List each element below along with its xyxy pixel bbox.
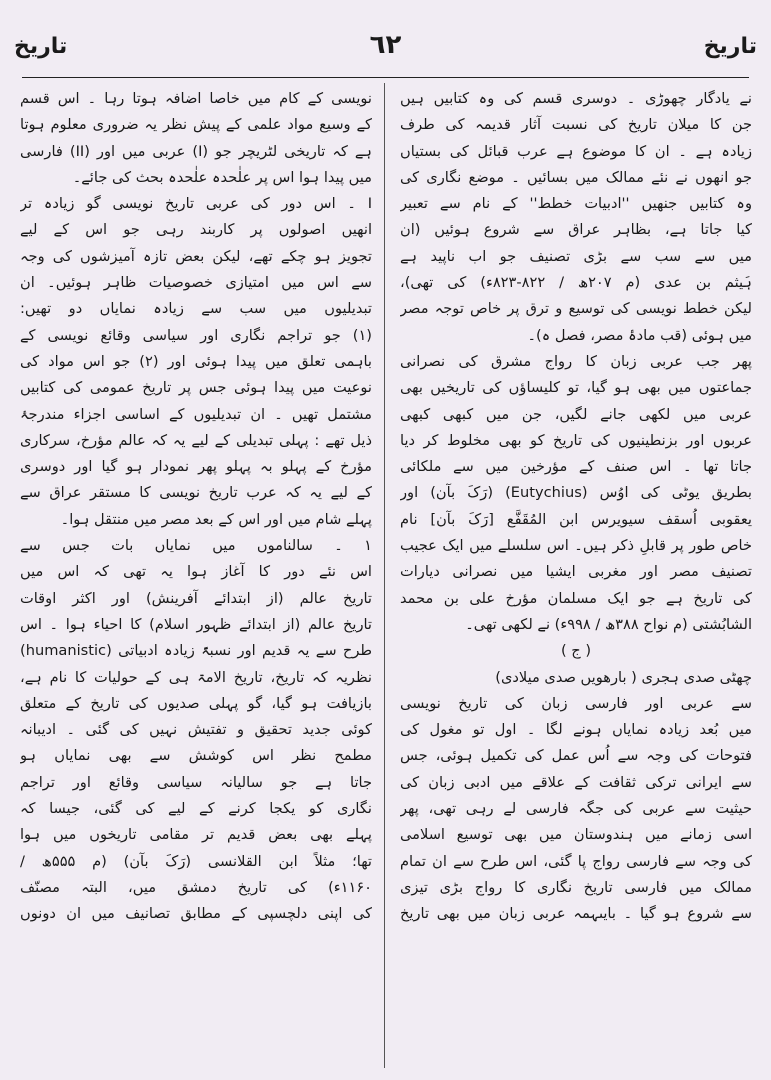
text-line: ( ج ) bbox=[560, 642, 592, 660]
text-line: ممالک میں فارسی تاریخ نگاری کا رواج بڑی تیزی bbox=[400, 878, 752, 896]
page-number: ٦٢ bbox=[369, 30, 402, 60]
text-line: یعقوبی اُسقف سیویرس ابن المُقَفَّع [رَکَ بآن] نام bbox=[400, 510, 752, 528]
text-line: کی اپنی دلچسپی کے مطابق تصانیف میں ان دونوں bbox=[20, 905, 372, 923]
text-line: وہ کتابیں جنھیں ''ادبیات خطط'' کے نام سے تعبیر bbox=[400, 195, 752, 213]
text-line: ہے کہ تاریخی لٹریچر جو (I) عربی میں اور (II) فارسی bbox=[20, 142, 372, 160]
text-line: ۱ ۔ سالناموں میں نمایاں بات جس سے bbox=[20, 537, 372, 555]
text-line: جماعتوں میں بھی ہو گیا، تو کلیساؤں کی تاریخیں بھی bbox=[400, 379, 752, 397]
text-line: اس نئے دور کا آغاز ہوا یہ تھی کہ اس میں bbox=[20, 563, 372, 581]
text-line: جو انھوں نے نئے ممالک میں بسائیں ۔ موضع نگاری کی bbox=[400, 168, 752, 186]
text-line: تجویز ہو چکے تھے، لیکن بعض تازہ آمیزشوں کی وجہ bbox=[20, 247, 372, 265]
text-line: ۱۱۶۰ء) کی تاریخ دمشق میں، البتہ مصنّف bbox=[20, 878, 372, 896]
text-line: طرح سے یہ قدیم اور نسبۃً زیادہ ادبیاتی (humanistic) bbox=[20, 642, 372, 660]
text-line: اسی زمانے میں ہندوستان میں بھی توسیع اسلامی bbox=[400, 826, 752, 844]
text-line: نوعیت میں پیدا ہوئی جس پر تاریخ عمومی کی کتابیں bbox=[20, 379, 372, 397]
text-line: لیکن خطط نویسی کی توسیع و ترق پر خاص توجہ مصر bbox=[400, 300, 752, 318]
text-line: کے لیے یہ کہ عرب تاریخ نویسی کا مستقر عراق سے bbox=[20, 484, 372, 502]
text-line: میں سے سب سے بڑی تصنیف جو اب ناپید ہے bbox=[400, 247, 752, 265]
text-line: میں ہوئی (قب مادۂ مصر، فصل ہ)۔ bbox=[527, 326, 752, 344]
text-line: کی تاریخ ہے جو ایک مسلمان مؤرخ علی بن محمد bbox=[400, 589, 752, 607]
text-line: الشابُشتی (م نواح ۳۸۸ھ / ۹۹۸ء) نے لکھی تھی۔ bbox=[465, 615, 752, 633]
text-line: کی وجہ سے فارسی رواج پا گئی، اس طرح سے ان تمام bbox=[400, 852, 752, 870]
text-line: پہلے بھی بعض قدیم تر مقامی تاریخوں میں ہوا bbox=[20, 826, 372, 844]
text-line: کوئی جدید تحقیق و تفتیش نہیں کی گئی ۔ ادیبانہ bbox=[20, 721, 372, 739]
text-line: نظریہ کہ تاریخ، تاریخ الامۃ ہی کے حولیات کا نام ہے، bbox=[20, 668, 372, 686]
page-header bbox=[14, 24, 757, 74]
text-line: فتوحات کی وجہ سے اُس عمل کی تکمیل ہوئی، جس bbox=[400, 747, 752, 765]
text-line: باہمی تعلق میں پیدا ہوئی اور (۲) جو اس مواد کی bbox=[20, 352, 372, 370]
text-line: مؤرخ کے پہلو بہ پہلو پھر نمودار ہو گیا اور دوسری bbox=[20, 458, 372, 476]
text-line: تھا؛ مثلاً ابن القلانسی (رَکَ بآن) (م ۵۵۵ھ / bbox=[20, 852, 372, 870]
text-line: انھیں اصولوں پر کاربند رہی جو اس کے لیے bbox=[20, 221, 372, 239]
text-line: مشتمل تھیں ۔ ان تبدیلیوں کے اساسی اجزاء مندرجۂ bbox=[20, 405, 372, 423]
text-line: بازیافت ہو گیا، گو پہلی صدیوں کی تاریخ کے متعلق bbox=[20, 694, 372, 712]
text-line: کیا جاتا ہے، بظاہر عراق سے شروع ہوئیں (ان bbox=[400, 221, 752, 239]
text-line: جاتا ہے جو سالیانہ سیاسی وقائع اور تراجم bbox=[20, 773, 372, 791]
text-line: جن کا میلان تاریخ کی نسبت آثار قدیمہ کی طرف bbox=[400, 116, 752, 134]
text-line: حیثیت سے عربی کی جگہ فارسی لے رہی تھی، پھر bbox=[400, 800, 752, 818]
text-line: نگاری کو یکجا کرنے کے لیے کی گئی، جیسا کہ bbox=[20, 800, 372, 818]
text-line: نویسی کے کام میں خاصا اضافہ ہوتا رہا ۔ اس قسم bbox=[20, 90, 372, 107]
text-line: کے وسیع مواد علمی کے پیش نظر یہ ضروری معلوم ہوتا bbox=[20, 116, 372, 134]
running-title-right: تاریخ bbox=[703, 34, 757, 59]
text-line: پہلے شام میں اور اس کے بعد مصر میں منتقل ہوا۔ bbox=[60, 510, 372, 528]
text-line: سے اس میں امتیازی خصوصیات ظاہر ہوئیں۔ ان bbox=[20, 274, 372, 292]
text-line: مطمح نظر اس کوشش سے بھی نمایاں ہو bbox=[20, 747, 372, 765]
text-line: تصنیف مصر اور مغربی ایشیا میں نصرانی دیارات bbox=[400, 563, 752, 581]
text-line: تاریخ عالم (از ابتدائے آفرینش) اور اکثر اوقات bbox=[20, 589, 372, 607]
text-line: میں پیدا ہوا اس پر علٰحدہ علٰحدہ بحث کی جائے۔ bbox=[72, 168, 372, 186]
text-line: سے شروع ہو گیا ۔ بایںہمہ عربی زبان میں بھی تاریخ bbox=[400, 905, 752, 923]
text-line: سے عربی اور فارسی زبان کی تاریخ نویسی bbox=[400, 694, 752, 712]
text-line: تبدیلیوں میں سب سے زیادہ نمایاں دو تھیں: bbox=[20, 300, 372, 318]
text-line: خاص طور پر قابلِ ذکر ہیں۔ اس سلسلے میں ایک عجیب bbox=[400, 537, 752, 555]
text-line: زیادہ ہے ۔ ان کا موضوع ہے عرب قبائل کی بستیاں bbox=[400, 142, 752, 160]
text-line: بطریق یوٹی کی اوُس (Eutychius) (رَکَ بآن) اور bbox=[400, 484, 752, 502]
text-line: چھٹی صدی ہجری ( بارھویں صدی میلادی) bbox=[495, 668, 752, 686]
text-line: نے یادگار چھوڑی ۔ دوسری قسم کی وہ کتابیں ہیں bbox=[400, 90, 752, 107]
column-divider bbox=[384, 83, 385, 1068]
header-rule bbox=[22, 77, 749, 78]
text-line: ذیل تھے : پہلی تبدیلی کے لیے یہ کہ عالم مؤرخ، سرکاری bbox=[20, 431, 372, 449]
text-line: ہَیثم بن عدی (م ۲۰۷ھ / ۸۲۲-۸۲۳ء) کی تھی)، bbox=[400, 274, 752, 292]
text-line: عربی میں لکھی جانے لگیں، جن میں کبھی کبھی bbox=[400, 405, 752, 423]
left-column bbox=[20, 86, 372, 1071]
text-line: I ۔ اس دور کی عربی تاریخ نویسی گو زیادہ تر bbox=[20, 195, 372, 213]
text-line: عربوں اور بزنطینیوں کی تاریخ کو بھی مخلوط کر دیا bbox=[400, 431, 752, 449]
text-line: سے ایرانی ترکی ثقافت کے علاقے میں ادبی زبان کی bbox=[400, 773, 752, 791]
running-title-left: تاریخ bbox=[14, 34, 68, 59]
right-column bbox=[400, 86, 752, 1071]
text-line: تاریخ عالم (از ابتدائے ظہور اسلام) کا احیاء ہوا ۔ اس bbox=[20, 615, 372, 633]
text-line: میں بُعد زیادہ نمایاں ہونے لگا ۔ اول تو مغول کی bbox=[400, 721, 752, 739]
text-line: (۱) جو تراجم نگاری اور سیاسی وقائع نویسی کے bbox=[20, 326, 372, 344]
text-line: جاتا تھا ۔ اس صنف کے مؤرخین میں سے ملکائی bbox=[400, 458, 752, 476]
text-line: پھر جب عربی زبان کا رواج مشرق کی نصرانی bbox=[400, 352, 752, 370]
